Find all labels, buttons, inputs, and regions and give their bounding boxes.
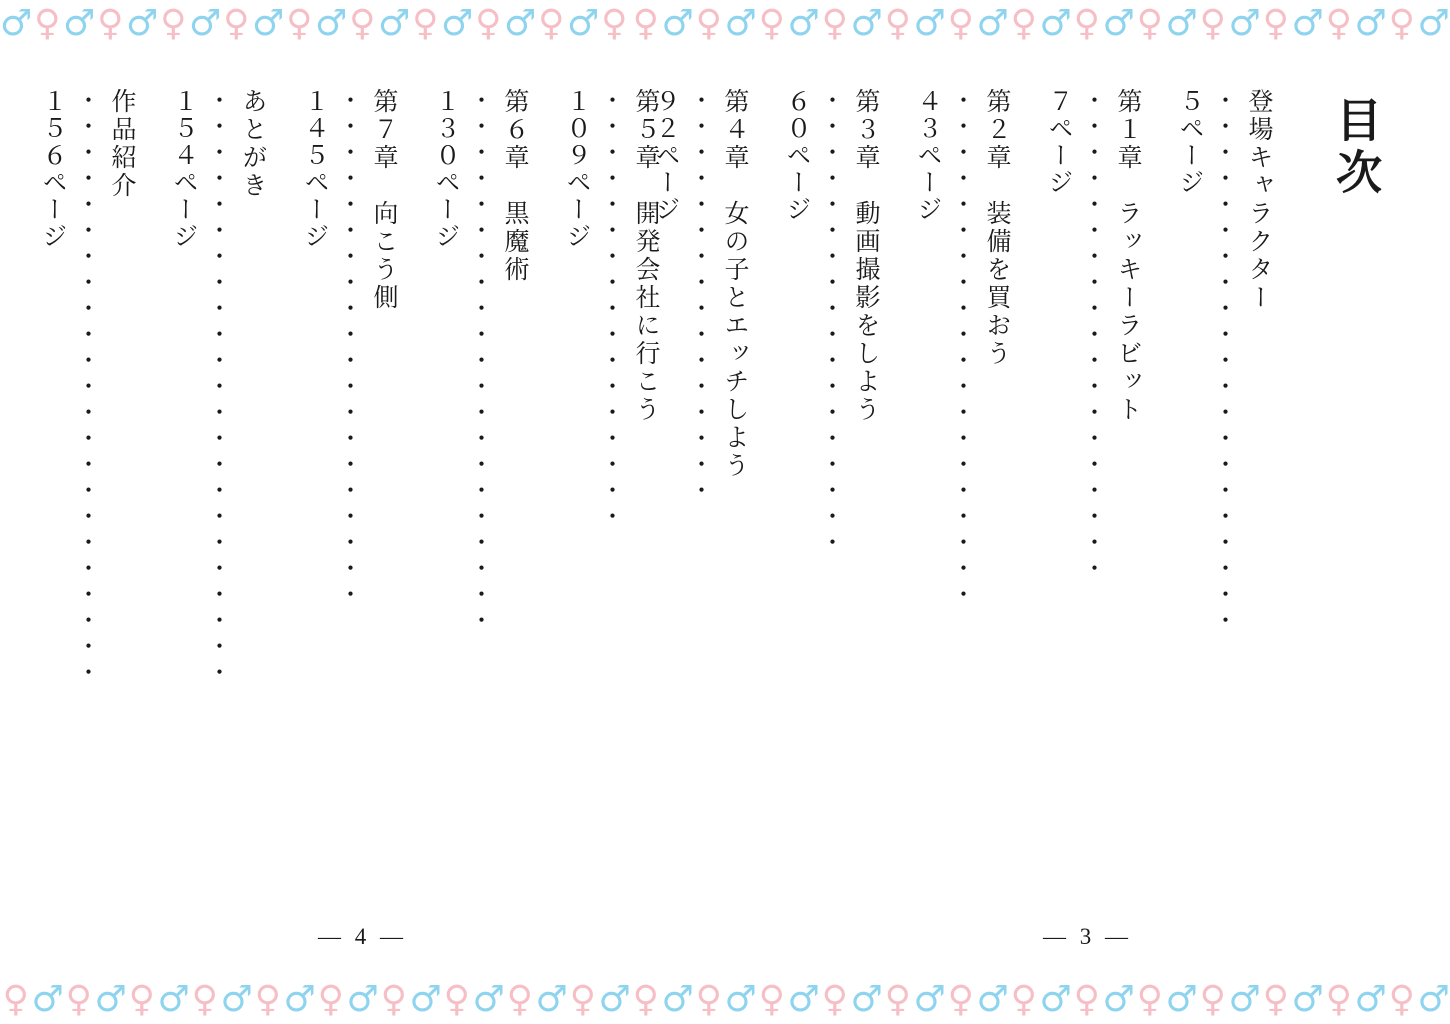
toc-entry-page: １５６ページ [39,88,66,250]
female-symbol-icon: ♀ [947,979,974,1020]
toc-entry-page: ７ページ [1045,88,1072,196]
male-symbol-icon: ♂ [598,979,631,1020]
toc-entry-leader: ・・・・・・・・・・・・・・・・ [687,88,712,504]
male-symbol-icon: ♂ [504,3,537,44]
toc-entry-label: 登場キャラクター [1245,88,1272,312]
male-symbol-icon: ♂ [472,979,505,1020]
male-symbol-icon: ♂ [850,979,883,1020]
toc-entry[interactable] [427,88,532,898]
toc-entry-label: 第７章 向こう側 [370,88,397,312]
page-spread [0,48,1450,976]
male-symbol-icon: ♂ [1039,979,1072,1020]
toc-entry-page: ６０ページ [783,88,810,223]
female-symbol-icon: ♀ [380,979,407,1020]
male-symbol-icon: ♂ [1102,3,1135,44]
female-symbol-icon: ♀ [1199,3,1226,44]
female-symbol-icon: ♀ [34,3,61,44]
female-symbol-icon: ♀ [632,979,659,1020]
male-symbol-icon: ♂ [1417,979,1450,1020]
female-symbol-icon: ♀ [128,979,155,1020]
female-symbol-icon: ♀ [223,3,250,44]
male-symbol-icon: ♂ [0,3,33,44]
male-symbol-icon: ♂ [913,979,946,1020]
male-symbol-icon: ♂ [1291,979,1324,1020]
female-symbol-icon: ♀ [1199,979,1226,1020]
toc-entry[interactable] [647,88,752,898]
toc-entry[interactable] [34,88,139,898]
female-symbol-icon: ♀ [1388,3,1415,44]
male-symbol-icon: ♂ [1417,3,1450,44]
male-symbol-icon: ♂ [1165,979,1198,1020]
page-folio-right: — 3 — [1043,924,1132,949]
page-right [652,48,1450,976]
male-symbol-icon: ♂ [441,3,474,44]
male-symbol-icon: ♂ [976,979,1009,1020]
male-symbol-icon: ♂ [661,3,694,44]
female-symbol-icon: ♀ [947,3,974,44]
male-symbol-icon: ♂ [157,979,190,1020]
toc-column-group-left [0,88,725,898]
female-symbol-icon: ♀ [160,3,187,44]
toc-entry-page: ５ページ [1176,88,1203,196]
toc-entry-leader: ・・・・・・・・・・・・・・・・・・・・・・・ [74,88,99,686]
female-symbol-icon: ♀ [538,3,565,44]
toc-entry[interactable] [296,88,401,898]
male-symbol-icon: ♂ [94,979,127,1020]
female-symbol-icon: ♀ [632,3,659,44]
male-symbol-icon: ♂ [1228,3,1261,44]
female-symbol-icon: ♀ [506,979,533,1020]
female-symbol-icon: ♀ [317,979,344,1020]
female-symbol-icon: ♀ [1262,3,1289,44]
male-symbol-icon: ♂ [31,979,64,1020]
male-symbol-icon: ♂ [378,3,411,44]
female-symbol-icon: ♀ [1136,979,1163,1020]
female-symbol-icon: ♀ [191,979,218,1020]
female-symbol-icon: ♀ [1010,3,1037,44]
male-symbol-icon: ♂ [787,979,820,1020]
female-symbol-icon: ♀ [1010,979,1037,1020]
male-symbol-icon: ♂ [661,979,694,1020]
toc-entry-page: １５４ページ [170,88,197,250]
male-symbol-icon: ♂ [220,979,253,1020]
female-symbol-icon: ♀ [758,3,785,44]
female-symbol-icon: ♀ [1136,3,1163,44]
toc-entry-page: １０９ページ [563,88,590,250]
male-symbol-icon: ♂ [1291,3,1324,44]
male-symbol-icon: ♂ [63,3,96,44]
female-symbol-icon: ♀ [65,979,92,1020]
female-symbol-icon: ♀ [286,3,313,44]
toc-entry-label: 作品紹介 [108,88,135,200]
male-symbol-icon: ♂ [1354,3,1387,44]
toc-entry-page: １４５ページ [301,88,328,250]
male-symbol-icon: ♂ [1228,979,1261,1020]
male-symbol-icon: ♂ [252,3,285,44]
female-symbol-icon: ♀ [349,3,376,44]
toc-entry-leader: ・・・・・・・・・・・・・・・・・・・ [1080,88,1105,582]
female-symbol-icon: ♀ [1325,979,1352,1020]
female-symbol-icon: ♀ [254,979,281,1020]
male-symbol-icon: ♂ [976,3,1009,44]
female-symbol-icon: ♀ [569,979,596,1020]
female-symbol-icon: ♀ [1262,979,1289,1020]
male-symbol-icon: ♂ [1102,979,1135,1020]
male-symbol-icon: ♂ [1039,3,1072,44]
toc-entry-leader: ・・・・・・・・・・・・・・・・・・ [818,88,843,556]
male-symbol-icon: ♂ [283,979,316,1020]
toc-entry-leader: ・・・・・・・・・・・・・・・・・・・・ [336,88,361,608]
male-symbol-icon: ♂ [787,3,820,44]
male-symbol-icon: ♂ [126,3,159,44]
male-symbol-icon: ♂ [1354,979,1387,1020]
female-symbol-icon: ♀ [884,979,911,1020]
female-symbol-icon: ♀ [884,3,911,44]
page-title: 目次 [1330,96,1381,200]
page-folio-left: — 4 — [318,924,407,949]
male-symbol-icon: ♂ [535,979,568,1020]
female-symbol-icon: ♀ [443,979,470,1020]
female-symbol-icon: ♀ [2,979,29,1020]
male-symbol-icon: ♂ [346,979,379,1020]
toc-column-group-right [652,88,1450,898]
female-symbol-icon: ♀ [758,979,785,1020]
male-symbol-icon: ♂ [409,979,442,1020]
male-symbol-icon: ♂ [913,3,946,44]
male-symbol-icon: ♂ [189,3,222,44]
male-symbol-icon: ♂ [567,3,600,44]
toc-entry-label: 第６章 黒魔術 [501,88,528,284]
toc-entry-label: 第１章 ラッキーラビット [1114,88,1141,424]
male-symbol-icon: ♂ [1165,3,1198,44]
male-symbol-icon: ♂ [724,979,757,1020]
toc-entry[interactable] [165,88,270,898]
male-symbol-icon: ♂ [724,3,757,44]
toc-entry-leader: ・・・・・・・・・・・・・・・・・・・・ [949,88,974,608]
bottom-decorative-border [0,976,1450,1024]
female-symbol-icon: ♀ [1325,3,1352,44]
female-symbol-icon: ♀ [695,979,722,1020]
toc-entry[interactable] [909,88,1014,898]
female-symbol-icon: ♀ [821,3,848,44]
toc-entry-leader: ・・・・・・・・・・・・・・・・・ [598,88,623,530]
female-symbol-icon: ♀ [1073,3,1100,44]
toc-entry-page: ９２ページ [652,88,679,223]
toc-entry-leader: ・・・・・・・・・・・・・・・・・・・・・ [1211,88,1236,634]
female-symbol-icon: ♀ [1388,979,1415,1020]
toc-entry-leader: ・・・・・・・・・・・・・・・・・・・・・ [467,88,492,634]
female-symbol-icon: ♀ [695,3,722,44]
top-decorative-border [0,0,1450,48]
female-symbol-icon: ♀ [601,3,628,44]
male-symbol-icon: ♂ [850,3,883,44]
female-symbol-icon: ♀ [475,3,502,44]
toc-entry[interactable] [1040,88,1145,898]
toc-entry-page: １３０ページ [432,88,459,250]
toc-entry-label: あとがき [239,88,266,200]
toc-entry-label: 第２章 装備を買おう [983,88,1010,368]
toc-entry-leader: ・・・・・・・・・・・・・・・・・・・・・・・ [205,88,230,686]
toc-entry[interactable] [1171,88,1276,898]
toc-entry-label: 第５章 開発会社に行こう [632,88,659,424]
male-symbol-icon: ♂ [315,3,348,44]
female-symbol-icon: ♀ [1073,979,1100,1020]
page-left [0,48,725,976]
toc-entry[interactable] [778,88,883,898]
female-symbol-icon: ♀ [97,3,124,44]
female-symbol-icon: ♀ [412,3,439,44]
toc-entry-label: 第３章 動画撮影をしよう [852,88,879,424]
female-symbol-icon: ♀ [821,979,848,1020]
toc-entry-label: 第４章 女の子とエッチしよう [721,88,748,480]
toc-entry-page: ４３ページ [914,88,941,223]
